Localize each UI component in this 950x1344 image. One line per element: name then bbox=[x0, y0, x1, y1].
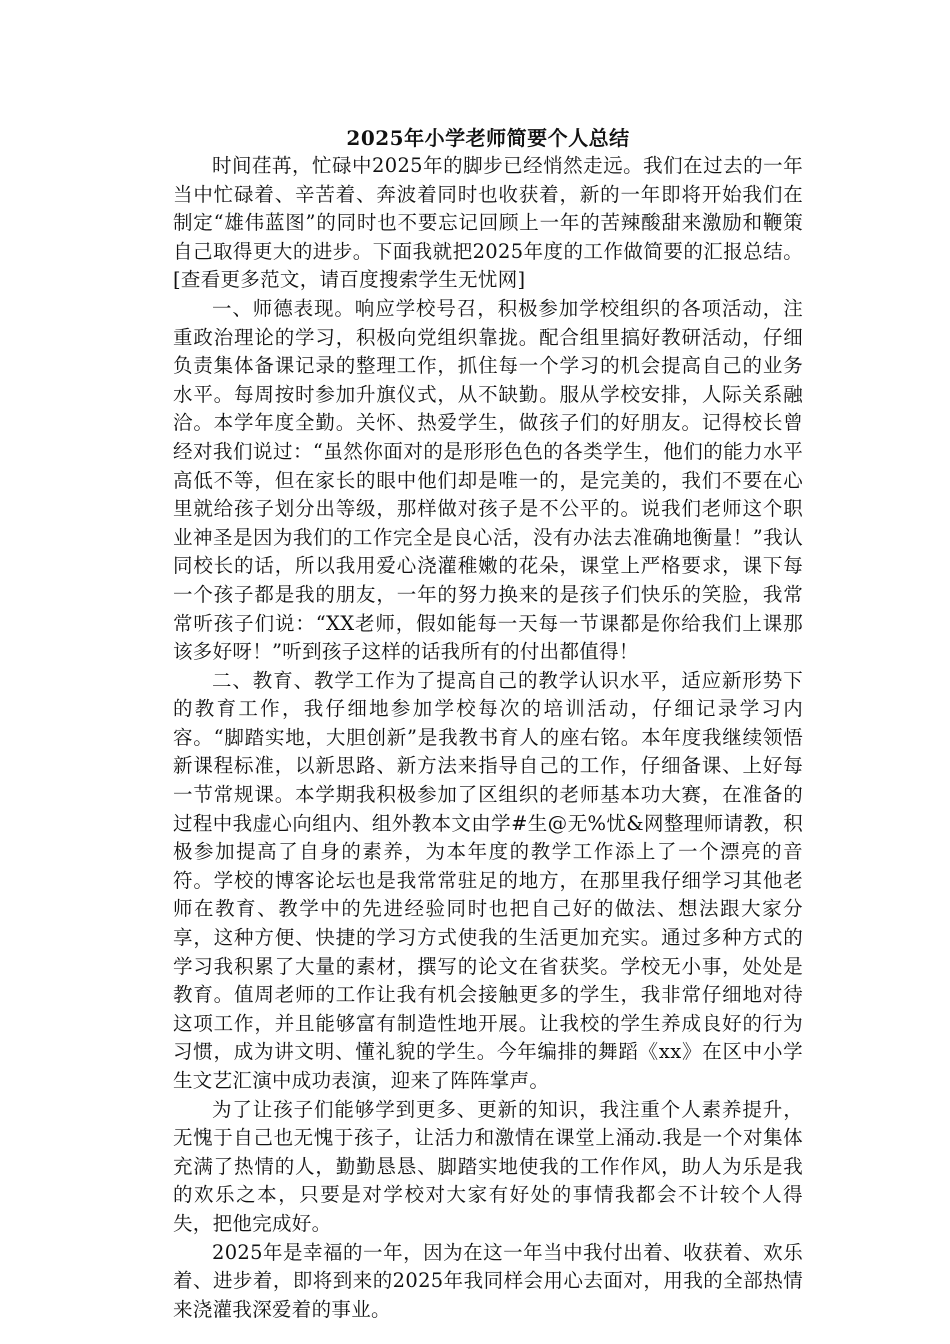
document-title: 2025年小学老师简要个人总结 bbox=[346, 126, 630, 150]
paragraph-self-improvement: 为了让孩子们能够学到更多、更新的知识，我注重个人素养提升，无愧于自己也无愧于孩子，让活力和激情在课堂上涌动.我是一个对集体充满了热情的人，勤勤恳恳、脚踏实地使我的工作作风，助人为乐是我的欢乐之本，只要是对学校对大家有好处的事情我都会不计较个人得失，把他完成好。 bbox=[173, 1097, 803, 1235]
paragraph-conclusion: 2025年是幸福的一年，因为在这一年当中我付出着、收获着、欢乐着、进步着，即将到来的2025年我同样会用心去面对，用我的全部热情来浇灌我深爱着的事业。 bbox=[173, 1240, 803, 1321]
paragraph-intro: 时间荏苒，忙碌中2025年的脚步已经悄然走远。我们在过去的一年当中忙碌着、辛苦着、奔波着同时也收获着，新的一年即将开始我们在制定“雄伟蓝图”的同时也不要忘记回顾上一年的苦辣酸甜来激励和鞭策自己取得更大的进步。下面我就把2025年度的工作做简要的汇报总结。[查看更多范文，请百度搜索学生无忧网] bbox=[173, 154, 803, 292]
document-page bbox=[173, 124, 803, 1324]
paragraph-ethics: 一、师德表现。响应学校号召，积极参加学校组织的各项活动，注重政治理论的学习，积极向党组织靠拢。配合组里搞好教研活动，仔细负责集体备课记录的整理工作，抓住每一个学习的机会提高自己的业务水平。每周按时参加升旗仪式，从不缺勤。服从学校安排，人际关系融洽。本学年度全勤。关怀、热爱学生，做孩子们的好朋友。记得校长曾经对我们说过：“虽然你面对的是形形色色的各类学生，他们的能力水平高低不等，但在家长的眼中他们却是唯一的，是完美的，我们不要在心里就给孩子划分出等级，那样做对孩子是不公平的。说我们老师这个职业神圣是因为我们的工作完全是良心活，没有办法去准确地衡量！”我认同校长的话，所以我用爱心浇灌稚嫩的花朵，课堂上严格要求，课下每一个孩子都是我的朋友，一年的努力换来的是孩子们快乐的笑脸，我常常听孩子们说：“XX老师，假如能每一天每一节课都是你给我们上课那该多好呀！”听到孩子这样的话我所有的付出都值得！ bbox=[173, 296, 803, 664]
paragraph-teaching: 二、教育、教学工作为了提高自己的教学认识水平，适应新形势下的教育工作，我仔细地参加学校每次的培训活动，仔细记录学习内容。“脚踏实地，大胆创新”是我教书育人的座右铭。本年度我继续领悟新课程标准，以新思路、新方法来指导自己的工作，仔细备课、上好每一节常规课。本学期我积极参加了区组织的老师基本功大赛，在准备的过程中我虚心向组内、组外教本文由学#生@无%忧&网整理师请教，积极参加提高了自身的素养，为本年度的教学工作添上了一个漂亮的音符。学校的博客论坛也是我常常驻足的地方，在那里我仔细学习其他老师在教育、教学中的先进经验同时也把自己好的做法、想法跟大家分享，这种方便、快捷的学习方式使我的生活更加充实。通过多种方式的学习我积累了大量的素材，撰写的论文在省获奖。学校无小事，处处是教育。值周老师的工作让我有机会接触更多的学生，我非常仔细地对待这项工作，并且能够富有制造性地开展。让我校的学生养成良好的行为习惯，成为讲文明、懂礼貌的学生。今年编排的舞蹈《xx》在区中小学生文艺汇演中成功表演，迎来了阵阵掌声。 bbox=[173, 668, 803, 1092]
